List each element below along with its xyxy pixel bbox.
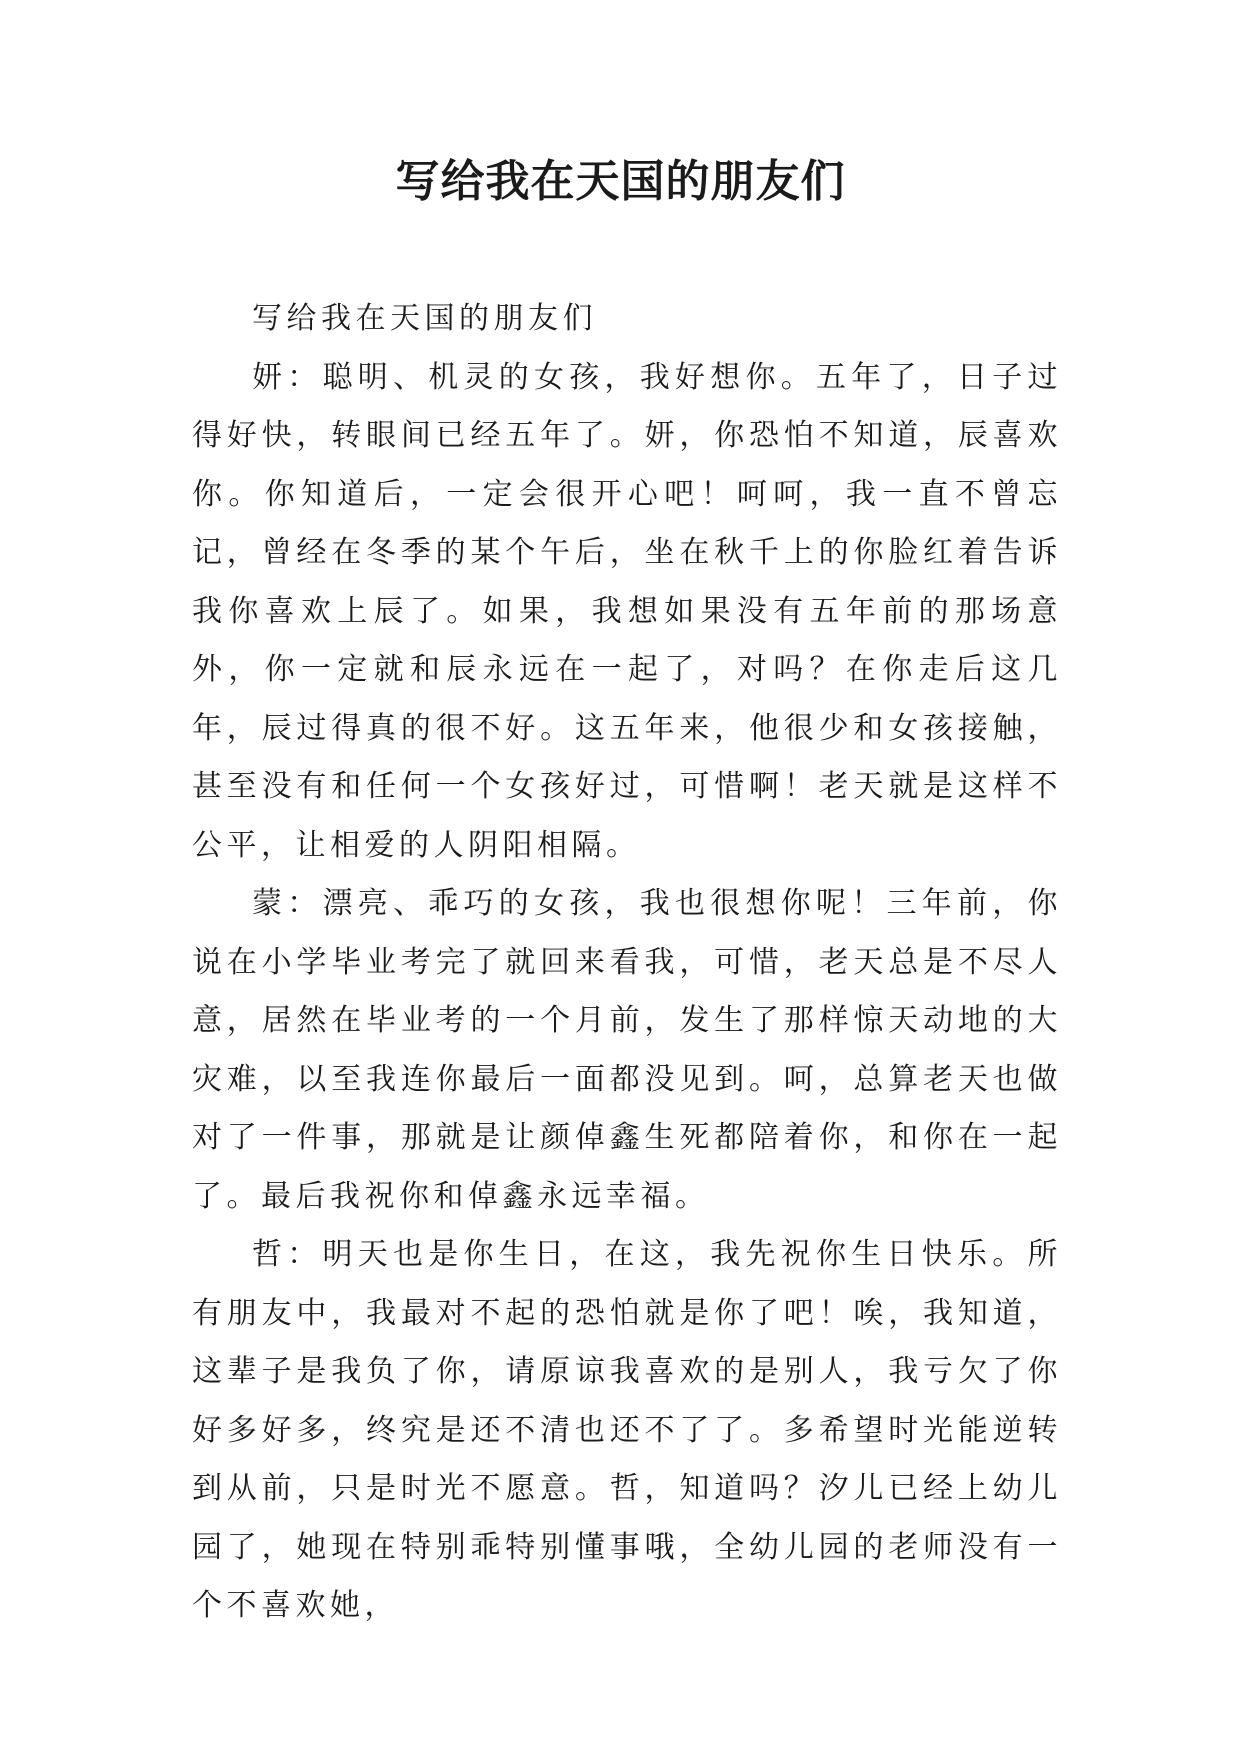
document-body — [192, 290, 1062, 1636]
paragraph-meng: 蒙：漂亮、乖巧的女孩，我也很想你呢！三年前，你说在小学毕业考完了就回来看我，可惜，老天总是不尽人意，居然在毕业考的一个月前，发生了那样惊天动地的大灾难，以至我连你最后一面都没见到。呵，总算老天也做对了一件事，那就是让颜倬鑫生死都陪着你，和你在一起了。最后我祝你和倬鑫永远幸福。 — [192, 886, 1062, 1214]
paragraph-subtitle: 写给我在天国的朋友们 — [252, 301, 597, 336]
document-title: 写给我在天国的朋友们 — [395, 156, 846, 207]
paragraph-zhe: 哲：明天也是你生日，在这，我先祝你生日快乐。所有朋友中，我最对不起的恐怕就是你了吧！唉，我知道，这辈子是我负了你，请原谅我喜欢的是别人，我亏欠了你好多好多，终究是还不清也还不了了。多希望时光能逆转到从前，只是时光不愿意。哲，知道吗？汐儿已经上幼儿园了，她现在特别乖特别懂事哦，全幼儿园的老师没有一个不喜欢她， — [192, 1237, 1062, 1623]
paragraph-yan: 妍：聪明、机灵的女孩，我好想你。五年了，日子过得好快，转眼间已经五年了。妍，你恐怕不知道，辰喜欢你。你知道后，一定会很开心吧！呵呵，我一直不曾忘记，曾经在冬季的某个午后，坐在秋千上的你脸红着告诉我你喜欢上辰了。如果，我想如果没有五年前的那场意外，你一定就和辰永远在一起了，对吗？在你走后这几年，辰过得真的很不好。这五年来，他很少和女孩接触，甚至没有和任何一个女孩好过，可惜啊！老天就是这样不公平，让相爱的人阴阳相隔。 — [192, 359, 1062, 863]
